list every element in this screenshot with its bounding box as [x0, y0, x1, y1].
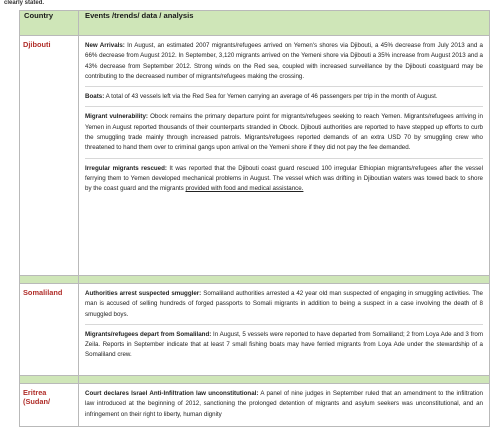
table-header-row	[20, 11, 490, 36]
paragraph-lead: Authorities arrest suspected smuggler:	[85, 290, 202, 297]
paragraph-lead: Irregular migrants rescued:	[85, 164, 167, 172]
paragraph-text: Obock remains the primary departure point for migrants/refugees seeking to reach Yemen. Migrants/refugees arriving in Yemen in August reported thousands of their counterparts stranded in Obock. Djibouti authorities are reported to have stepped up efforts to curb the smuggling trade mainly through increased patrols. Migrants/refugees reported demands of an extra USD 70 by smuggling crew who threatened to hand them over to criminal gangs upon arrival on the Yemeni shore if they did not pay the fee demanded.	[85, 113, 483, 152]
top-note: clearly stated.	[4, 0, 45, 6]
country-cell-somaliland: Somaliland	[20, 284, 79, 376]
paragraph-court-ruling	[85, 387, 483, 424]
paragraph-text: In August, an estimated 2007 migrants/refugees arrived on Yemen's shores via Djibouti, a 45% decrease from July 2013 and a 66% decrease from August 2012. In September, 3,120 migrants arrived on the Yemeni shore via Djibouti a 35% increase from August 2013 and a 43% decrease from September 2012. Strong winds on the Red sea, coupled with increased surveillance by the Djibouti coastguard may be contributing to the decreased number of migrants/refugees making the crossing.	[85, 42, 483, 80]
paragraph-lead: Boats:	[85, 93, 105, 101]
country-cell-eritrea: Eritrea (Sudan/	[20, 384, 79, 427]
header-events: Events /trends/ data / analysis	[79, 11, 490, 36]
report-table	[19, 10, 490, 427]
paragraph-migrant-vulnerability	[85, 106, 483, 157]
country-cell-djibouti: Djibouti	[20, 36, 79, 276]
paragraph-lead: Migrants/refugees depart from Somaliland:	[85, 330, 212, 338]
paragraph-boats	[85, 86, 483, 106]
paragraph-underlined-tail: provided with food and medical assistance.	[185, 185, 304, 193]
events-cell-somaliland	[79, 284, 490, 376]
events-cell-djibouti	[79, 36, 490, 276]
table-row-somaliland	[20, 284, 490, 376]
paragraph-text: A panel of nine judges in September ruled that an amendment to the infiltration law introduced at the beginning of 2012, sanctioning the prolonged detention of migrants and asylum seekers was unconstitutional, and an infringement on their right to liberty, human dignity	[85, 390, 483, 418]
table-row-djibouti	[20, 36, 490, 276]
paragraph-text: A total of 43 vessels left via the Red Sea for Yemen carrying an average of 46 passengers per trip in the month of August.	[104, 93, 438, 101]
paragraph-smuggler-arrest	[85, 287, 483, 324]
paragraph-text: In August, 5 vessels were reported to have departed from Somaliland; 2 from Loya Ade and 3 from Zeila. Reports in September indicate that at least 7 small fishing boats may have ferried migrants from Loya Ade under the stewardship of a Somaliland crew.	[85, 330, 483, 359]
paragraph-somaliland-departures	[85, 324, 483, 365]
paragraph-text: It was reported that the Djibouti coast guard rescued 100 irregular Ethiopian migrants/refugees after the vessel ferrying them to Yemen developed mechanical problems in August. The vessel which was drifting in Djiboutian waters was towed back to shore by the coast guard and the migrants	[85, 164, 483, 193]
paragraph-new-arrivals	[85, 39, 483, 86]
row-separator	[20, 276, 490, 284]
events-cell-eritrea	[79, 384, 490, 427]
paragraph-text: Somaliland authorities arrested a 42 year old man suspected of engaging in smuggling activities. The man is accused of selling hundreds of forged passports to Somali migrants in addition to being a suspect in a case involving the death of 8 smuggled boys.	[85, 290, 483, 318]
paragraph-lead: Migrant vulnerability:	[85, 113, 148, 121]
paragraph-irregular-migrants-rescued	[85, 158, 483, 199]
paragraph-lead: New Arrivals:	[85, 42, 125, 49]
table-row-eritrea	[20, 384, 490, 427]
row-separator	[20, 376, 490, 384]
paragraph-lead: Court declares Israel Anti-Infiltration law unconstitutional:	[85, 390, 259, 397]
header-country: Country	[20, 11, 79, 36]
